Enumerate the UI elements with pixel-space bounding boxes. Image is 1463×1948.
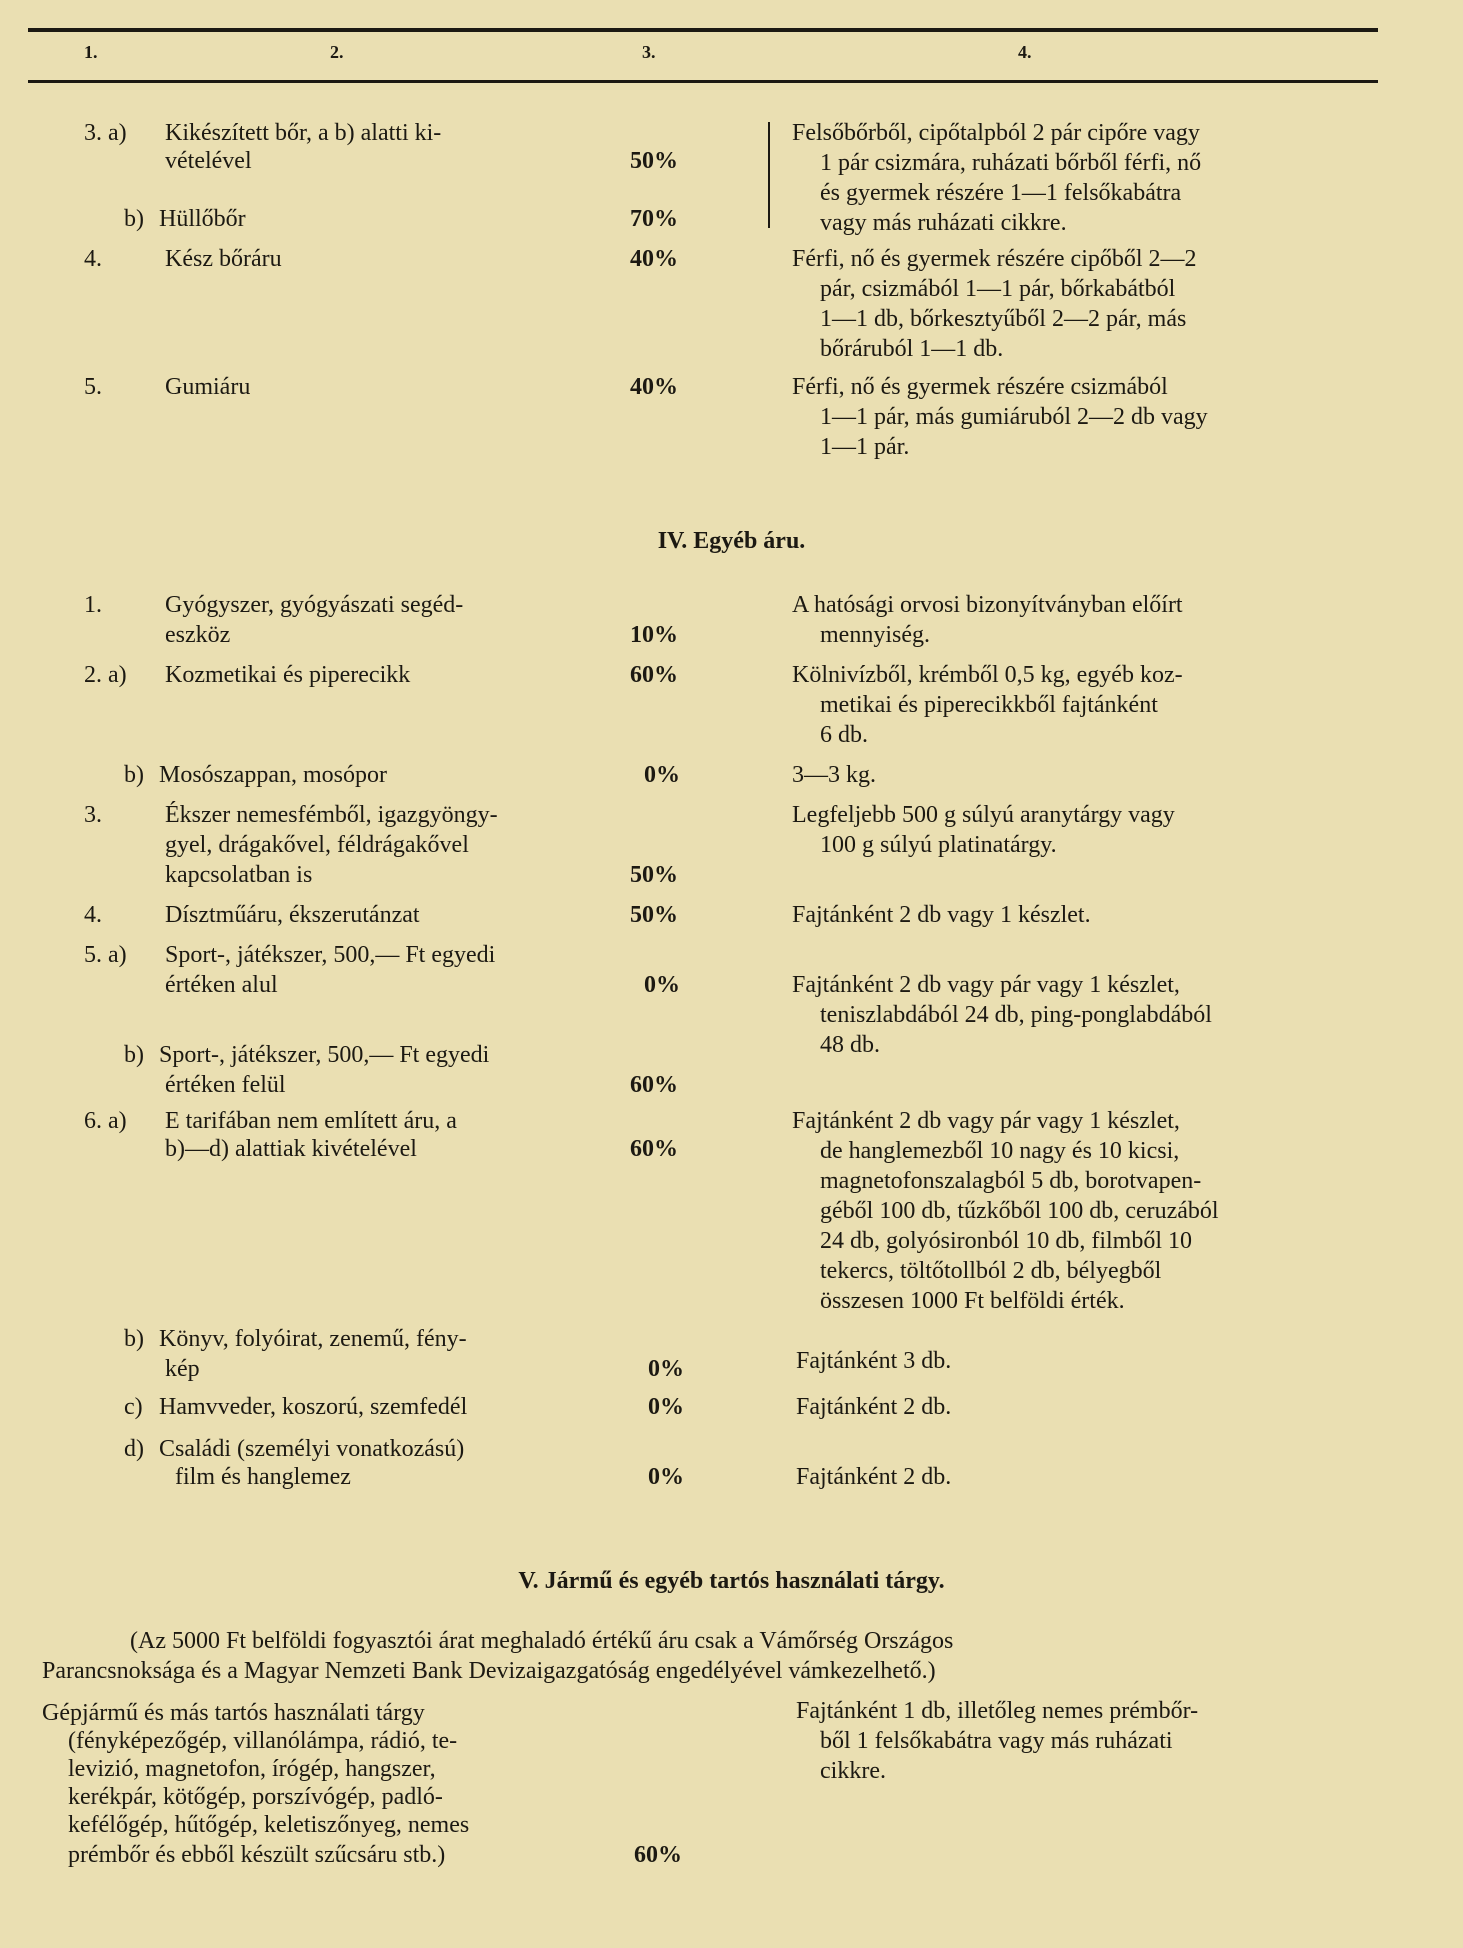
note-line: Felsőbőrből, cipőtalpból 2 pár cipőre vagy <box>792 120 1200 146</box>
row-name: Családi (személyi vonatkozású) <box>159 1436 465 1462</box>
note-line: de hanglemezből 10 nagy és 10 kicsi, <box>820 1138 1180 1164</box>
item-line: kerékpár, kötőgép, porszívógép, padló- <box>68 1784 443 1810</box>
note-line: 6 db. <box>820 722 868 748</box>
row-number: 3. a) <box>84 120 127 146</box>
intro-line: (Az 5000 Ft belföldi fogyasztói árat meghaladó értékű áru csak a Vámőrség Országos <box>130 1628 954 1654</box>
note-line: mennyiség. <box>820 622 930 648</box>
section-heading: V. Jármű és egyéb tartós használati tárgy. <box>518 1568 945 1594</box>
note-line: Fajtánként 2 db vagy pár vagy 1 készlet, <box>792 1108 1180 1134</box>
row-name: film és hanglemez <box>175 1464 351 1490</box>
column-header-1: 1. <box>84 42 98 62</box>
row-number: 3. <box>84 802 102 828</box>
item-line: kefélőgép, hűtőgép, keletiszőnyeg, nemes <box>68 1812 470 1838</box>
row-number: 1. <box>84 592 102 618</box>
row-name: Sport-, játékszer, 500,— Ft egyedi <box>159 1042 490 1068</box>
note-line: Férfi, nő és gyermek részére csizmából <box>792 374 1168 400</box>
section-heading: IV. Egyéb áru. <box>657 528 806 554</box>
column-header-3: 3. <box>642 42 656 62</box>
top-rule <box>28 28 1378 32</box>
note-line: 1—1 pár. <box>820 434 910 460</box>
row-name: Mosószappan, mosópor <box>159 762 387 788</box>
note-line: Fajtánként 2 db vagy pár vagy 1 készlet, <box>792 972 1180 998</box>
row-number: 6. a) <box>84 1108 127 1134</box>
duty-rate: 60% <box>630 1072 678 1098</box>
row-number: b) <box>124 1042 144 1068</box>
duty-rate: 0% <box>648 1464 684 1490</box>
note-line: tekercs, töltőtollból 2 db, bélyegből <box>820 1258 1162 1284</box>
row-name: Hüllőbőr <box>159 206 246 232</box>
intro-line: Parancsnoksága és a Magyar Nemzeti Bank Devizaigazgatóság engedélyével vámkezelhető.) <box>42 1658 936 1684</box>
row-number: 4. <box>84 902 102 928</box>
row-name: Hamvveder, koszorú, szemfedél <box>159 1394 468 1420</box>
note-line: 1—1 db, bőrkesztyűből 2—2 pár, más <box>820 306 1187 332</box>
note-line: géből 100 db, tűzkőből 100 db, ceruzából <box>820 1198 1219 1224</box>
row-name: kapcsolatban is <box>165 862 313 888</box>
bracket <box>768 122 780 228</box>
note-line: Kölnivízből, krémből 0,5 kg, egyéb koz- <box>792 662 1183 688</box>
duty-rate: 60% <box>634 1842 682 1868</box>
duty-rate: 50% <box>630 148 678 174</box>
duty-rate: 0% <box>648 1394 684 1420</box>
note-line: 1—1 pár, más gumiáruból 2—2 db vagy <box>820 404 1208 430</box>
row-name: Gyógyszer, gyógyászati segéd- <box>165 592 464 618</box>
note-line: vagy más ruházati cikkre. <box>820 210 1067 236</box>
row-number: b) <box>124 1326 144 1352</box>
note-line: Fajtánként 2 db vagy 1 készlet. <box>792 902 1091 928</box>
note-line: és gyermek részére 1—1 felsőkabátra <box>820 180 1182 206</box>
row-name: b)—d) alattiak kivételével <box>165 1136 417 1162</box>
row-name: Dísztműáru, ékszerutánzat <box>165 902 420 928</box>
duty-rate: 60% <box>630 662 678 688</box>
row-name: kép <box>165 1356 200 1382</box>
row-name: gyel, drágakővel, féldrágakővel <box>165 832 469 858</box>
duty-rate: 10% <box>630 622 678 648</box>
note-line: ből 1 felsőkabátra vagy más ruházati <box>820 1728 1173 1754</box>
row-name: értéken felül <box>165 1072 286 1098</box>
note-line: metikai és piperecikkből fajtánként <box>820 692 1158 718</box>
duty-rate: 0% <box>644 972 680 998</box>
row-name: Ékszer nemesfémből, igazgyöngy- <box>165 802 498 828</box>
duty-rate: 0% <box>648 1356 684 1382</box>
row-number: c) <box>124 1394 143 1420</box>
row-name: Sport-, játékszer, 500,— Ft egyedi <box>165 942 496 968</box>
row-number: 2. a) <box>84 662 127 688</box>
note-line: Fajtánként 2 db. <box>796 1464 952 1490</box>
row-name: értéken alul <box>165 972 278 998</box>
duty-rate: 0% <box>644 762 680 788</box>
duty-rate: 50% <box>630 902 678 928</box>
note-line: 3—3 kg. <box>792 762 876 788</box>
row-number: b) <box>124 762 144 788</box>
note-line: Fajtánként 2 db. <box>796 1394 952 1420</box>
duty-rate: 70% <box>630 206 678 232</box>
note-line: 100 g súlyú platinatárgy. <box>820 832 1057 858</box>
item-line: prémbőr és ebből készült szűcsáru stb.) <box>68 1842 446 1868</box>
duty-rate: 40% <box>630 246 678 272</box>
column-header-2: 2. <box>330 42 344 62</box>
row-number: 5. a) <box>84 942 127 968</box>
row-number: b) <box>124 206 144 232</box>
column-header-4: 4. <box>1018 42 1032 62</box>
header-rule <box>28 80 1378 83</box>
item-line: levizió, magnetofon, írógép, hangszer, <box>68 1756 436 1782</box>
note-line: pár, csizmából 1—1 pár, bőrkabátból <box>820 276 1176 302</box>
row-name: Kikészített bőr, a b) alatti ki- <box>165 120 442 146</box>
row-number: d) <box>124 1436 144 1462</box>
note-line: Fajtánként 1 db, illetőleg nemes prémbőr- <box>796 1698 1199 1724</box>
row-name: Könyv, folyóirat, zenemű, fény- <box>159 1326 467 1352</box>
row-name: eszköz <box>165 622 231 648</box>
row-name: Gumiáru <box>165 374 251 400</box>
note-line: cikkre. <box>820 1758 886 1784</box>
row-number: 4. <box>84 246 102 272</box>
note-line: bőráruból 1—1 db. <box>820 336 1004 362</box>
row-name: vételével <box>165 148 252 174</box>
note-line: Fajtánként 3 db. <box>796 1348 952 1374</box>
row-number: 5. <box>84 374 102 400</box>
note-line: összesen 1000 Ft belföldi érték. <box>820 1288 1125 1314</box>
row-name: Kozmetikai és piperecikk <box>165 662 411 688</box>
note-line: Legfeljebb 500 g súlyú aranytárgy vagy <box>792 802 1175 828</box>
item-line: Gépjármű és más tartós használati tárgy <box>42 1700 425 1726</box>
note-line: 1 pár csizmára, ruházati bőrből férfi, nő <box>820 150 1202 176</box>
duty-rate: 40% <box>630 374 678 400</box>
duty-rate: 60% <box>630 1136 678 1162</box>
note-line: A hatósági orvosi bizonyítványban előírt <box>792 592 1183 618</box>
row-name: Kész bőráru <box>165 246 282 272</box>
row-name: E tarifában nem említett áru, a <box>165 1108 457 1134</box>
duty-rate: 50% <box>630 862 678 888</box>
note-line: magnetofonszalagból 5 db, borotvapen- <box>820 1168 1202 1194</box>
note-line: 24 db, golyósironból 10 db, filmből 10 <box>820 1228 1192 1254</box>
note-line: Férfi, nő és gyermek részére cipőből 2—2 <box>792 246 1197 272</box>
note-line: teniszlabdából 24 db, ping-ponglabdából <box>820 1002 1212 1028</box>
note-line: 48 db. <box>820 1032 880 1058</box>
item-line: (fényképezőgép, villanólámpa, rádió, te- <box>68 1728 458 1754</box>
